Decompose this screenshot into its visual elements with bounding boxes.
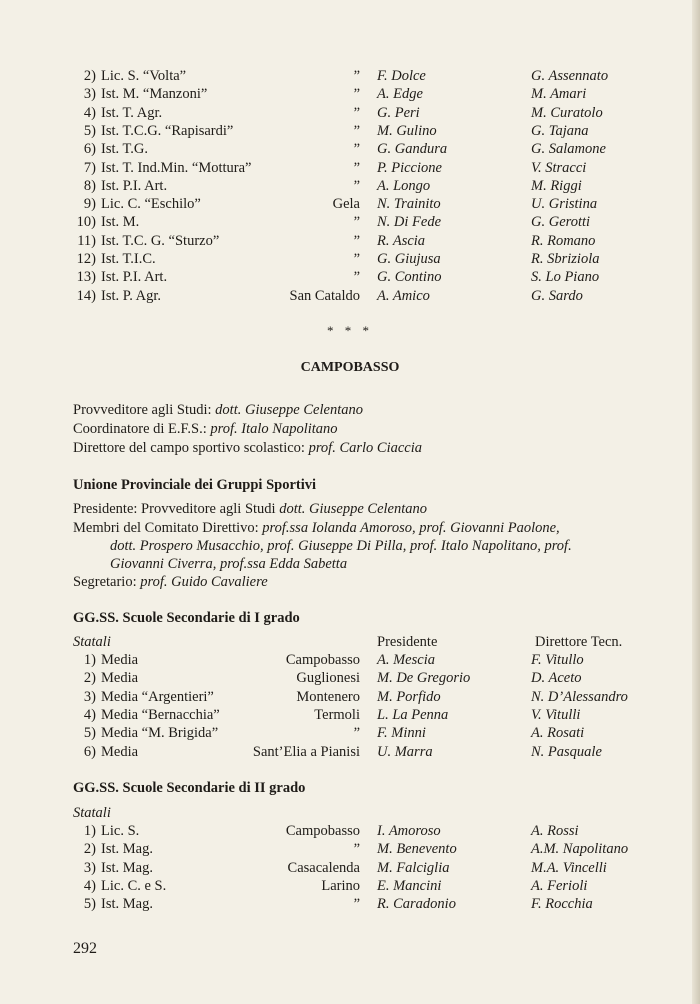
row-number: 11) [77, 232, 96, 249]
school-name: Lic. C. “Eschilo” [101, 196, 201, 213]
row-number: 3) [83, 688, 96, 705]
president-name: G. Gandura [377, 141, 448, 158]
col-header-director: Direttore Tecn. [535, 634, 623, 650]
union-title: Unione Provinciale dei Gruppi Sportivi [73, 477, 317, 493]
school-name: Ist. T. Agr. [101, 104, 163, 121]
director-name: G. Salamone [531, 141, 606, 158]
school-name: Ist. T.I.C. [101, 251, 156, 267]
school-name: Media “Bernacchia” [101, 706, 220, 723]
school-name: Ist. T.C. G. “Sturzo” [101, 232, 220, 249]
second-grade-sub: Statali [73, 805, 111, 821]
director-name: S. Lo Piano [531, 269, 600, 286]
school-name: Ist. P.I. Art. [101, 177, 168, 194]
president-name: A. Mescia [377, 652, 435, 668]
row-number: 2) [83, 670, 96, 687]
city-name: Larino [321, 877, 360, 894]
director-name: R. Romano [531, 232, 596, 249]
union-members: Membri del Comitato Direttivo: prof.ssa Iolanda Amoroso, prof. Giovanni Paolone, [73, 520, 560, 536]
city-name: ” [353, 214, 360, 231]
president-name: N. Trainito [377, 196, 441, 213]
row-number: 4) [83, 706, 96, 723]
president-name: A. Amico [377, 287, 430, 304]
city-name: ” [353, 725, 360, 742]
president-name: E. Mancini [377, 877, 442, 894]
school-name: Ist. T. Ind.Min. “Mottura” [101, 159, 252, 176]
city-name: ” [353, 86, 360, 103]
director-name: M.A. Vincelli [531, 859, 607, 876]
director-name: G. Assennato [531, 68, 609, 84]
president-name: R. Caradonio [377, 896, 456, 913]
city-name: ” [353, 177, 360, 194]
row-number: 4) [83, 104, 96, 121]
section-title: CAMPOBASSO [300, 360, 400, 375]
school-name: Lic. C. e S. [101, 877, 167, 894]
city-name: ” [353, 122, 360, 139]
director-name: A. Rosati [531, 725, 585, 742]
president-name: G. Peri [377, 104, 420, 121]
president-name: M. Porfido [377, 688, 441, 705]
row-number: 2) [83, 841, 96, 858]
school-name: Media “M. Brigida” [101, 725, 219, 742]
row-number: 6) [83, 743, 96, 760]
official-coordinatore: Coordinatore di E.F.S.: prof. Italo Napolitano [73, 421, 338, 437]
row-number: 5) [83, 725, 96, 742]
city-name: Montenero [296, 688, 360, 705]
row-number: 5) [83, 122, 96, 139]
school-name: Ist. T.G. [101, 141, 148, 158]
city-name: Campobasso [285, 823, 360, 839]
first-grade-title: GG.SS. Scuole Secondarie di I grado [73, 610, 300, 626]
row-number: 4) [83, 877, 96, 894]
school-name: Ist. T.C.G. “Rapisardi” [101, 122, 234, 139]
director-name: M. Amari [531, 86, 587, 103]
city-name: ” [353, 68, 360, 84]
director-name: M. Curatolo [531, 104, 603, 121]
director-name: U. Gristina [531, 196, 598, 213]
president-name: P. Piccione [377, 159, 442, 176]
director-name: A. Ferioli [531, 877, 588, 894]
president-name: G. Contino [377, 269, 442, 286]
president-name: R. Ascia [377, 232, 426, 249]
row-number: 12) [76, 251, 96, 267]
president-name: M. Benevento [377, 841, 457, 858]
city-name: ” [353, 232, 360, 249]
school-name: Ist. M. “Manzoni” [101, 86, 208, 103]
director-name: G. Gerotti [531, 214, 591, 231]
president-name: F. Dolce [377, 68, 426, 84]
row-number: 3) [83, 86, 96, 103]
school-name: Ist. Mag. [101, 859, 153, 876]
city-name: ” [353, 159, 360, 176]
row-number: 10) [76, 214, 96, 231]
school-name: Media “Argentieri” [101, 688, 214, 705]
president-name: M. Falciglia [377, 859, 450, 876]
city-name: Casacalenda [287, 859, 360, 876]
row-number: 6) [83, 141, 96, 158]
city-name: ” [353, 251, 360, 267]
union-secretary: Segretario: prof. Guido Cavaliere [73, 574, 268, 590]
row-number: 1) [83, 652, 96, 668]
school-name: Media [101, 743, 139, 760]
school-name: Ist. P.I. Art. [101, 269, 168, 286]
city-name: ” [353, 104, 360, 121]
president-name: L. La Penna [377, 706, 449, 723]
city-name: ” [353, 269, 360, 286]
union-members-cont-1: dott. Prospero Musacchio, prof. Giuseppe Di Pilla, prof. Italo Napolitano, prof. [110, 538, 572, 554]
row-number: 8) [83, 177, 96, 194]
school-name: Lic. S. “Volta” [101, 68, 187, 84]
city-name: Sant’Elia a Pianisi [252, 743, 360, 760]
director-name: F. Rocchia [531, 896, 593, 913]
school-name: Ist. M. [101, 214, 140, 231]
col-header-president: Presidente [377, 634, 438, 650]
city-name: San Cataldo [289, 287, 360, 304]
president-name: G. Giujusa [377, 251, 441, 267]
school-name: Ist. Mag. [101, 841, 153, 858]
official-provveditore: Provveditore agli Studi: dott. Giuseppe Celentano [73, 402, 363, 418]
school-name: Ist. Mag. [101, 896, 153, 913]
president-name: F. Minni [377, 725, 426, 742]
city-name: ” [353, 841, 360, 858]
director-name: F. Vitullo [531, 652, 584, 668]
page-number: 292 [73, 940, 97, 957]
director-name: R. Sbriziola [531, 251, 600, 267]
row-number: 5) [83, 896, 96, 913]
director-name: N. D’Alessandro [531, 688, 628, 705]
director-name: D. Aceto [531, 670, 582, 687]
president-name: U. Marra [377, 743, 433, 760]
second-grade-title: GG.SS. Scuole Secondarie di II grado [73, 780, 306, 796]
director-name: A.M. Napolitano [531, 841, 629, 858]
city-name: Termoli [314, 706, 360, 723]
school-name: Media [101, 670, 139, 687]
row-number: 13) [76, 269, 96, 286]
president-name: A. Longo [377, 177, 431, 194]
president-name: M. Gulino [377, 122, 437, 139]
director-name: G. Sardo [531, 287, 583, 304]
president-name: M. De Gregorio [377, 670, 471, 687]
city-name: Gela [332, 196, 360, 213]
row-number: 2) [83, 68, 96, 84]
separator: * * * [327, 323, 373, 338]
row-number: 9) [83, 196, 96, 213]
page-edge [692, 0, 700, 1004]
row-number: 1) [83, 823, 96, 839]
row-number: 7) [83, 159, 96, 176]
president-name: A. Edge [377, 86, 423, 103]
director-name: N. Pasquale [531, 743, 602, 760]
director-name: G. Tajana [531, 122, 589, 139]
union-president: Presidente: Provveditore agli Studi dott. Giuseppe Celentano [73, 501, 427, 517]
director-name: V. Vitulli [531, 706, 581, 723]
president-name: N. Di Fede [377, 214, 442, 231]
school-name: Lic. S. [101, 823, 140, 839]
row-number: 14) [76, 287, 96, 304]
city-name: ” [353, 896, 360, 913]
city-name: Campobasso [285, 652, 360, 668]
row-number: 3) [83, 859, 96, 876]
director-name: V. Stracci [531, 159, 587, 176]
school-name: Media [101, 652, 139, 668]
first-grade-sub: Statali [73, 634, 111, 650]
director-name: M. Riggi [531, 177, 582, 194]
official-direttore: Direttore del campo sportivo scolastico: prof. Carlo Ciaccia [73, 440, 423, 456]
city-name: Guglionesi [296, 670, 360, 687]
director-name: A. Rossi [531, 823, 579, 839]
president-name: I. Amoroso [377, 823, 441, 839]
union-members-cont-2: Giovanni Civerra, prof.ssa Edda Sabetta [110, 556, 348, 572]
city-name: ” [353, 141, 360, 158]
school-name: Ist. P. Agr. [101, 287, 162, 304]
